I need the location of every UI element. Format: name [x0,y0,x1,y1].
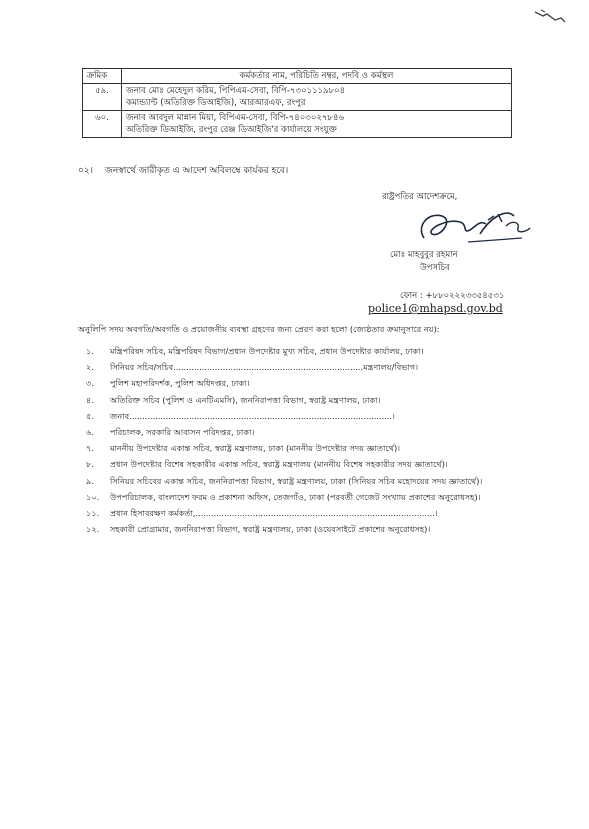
item-text: জনাব.....................................................................................................। [110,410,395,421]
item-text: সিনিয়র সচিবের একান্ত সচিব, জননিরাপত্তা বিভাগ, স্বরাষ্ট্র মন্ত্রণালয়, ঢাকা (সিনিয়র সচিব মহোদয়ের সদয় জ্ঞাতার্থে)। [110,475,483,486]
item-number: ৫. [86,410,94,421]
signatory-designation: উপসচিব [420,263,450,273]
list-item [78,346,523,362]
item-text: মন্ত্রিপরিষদ সচিব, মন্ত্রিপরিষদ বিভাগ/প্রধান উপদেষ্টার মুখ্য সচিব, প্রধান উপদেষ্টার কার্যালয়, ঢাকা। [110,346,424,356]
handwritten-mark-icon [533,8,567,24]
officer-name-line: জনাব মোঃ মেহেদুল করিম, পিপিএম-সেবা, বিপি-৭৩০১১১৯৮০৪ [126,86,346,96]
signatory-name: মোঃ মাহবুবুর রহমান [390,250,458,260]
item-text: প্রধান হিসাবরক্ষণ কর্মকর্তা,............................................................................................। [110,507,438,518]
clause-number: ০২। [78,166,93,176]
list-item [78,362,523,378]
officer-table [82,68,512,138]
officer-post-line: অতিরিক্ত ডিআইজি, রংপুর রেঞ্জ ডিআইজি'র কার্যালয়ে সংযুক্ত [126,125,337,135]
item-number: ৮. [86,459,94,470]
officer-details-header: কর্মকর্তার নাম, পরিচিতি নম্বর, পদবি ও কর্মস্থল [122,69,512,84]
list-item [78,411,523,427]
item-text: প্রধান উপদেষ্টার বিশেষ সহকারীর একান্ত সচিব, স্বরাষ্ট্র মন্ত্রণালয় (মাননীয় বিশেষ সহকারীর সদয় জ্ঞাতার্থে)। [110,459,448,470]
item-number: ৬. [86,426,94,437]
item-number: ৩. [86,378,94,389]
table-row [83,111,512,138]
list-item [78,443,523,459]
clause-02 [78,163,288,178]
item-text: অতিরিক্ত সচিব (পুলিশ ও এনটিএমসি), জননিরাপত্তা বিভাগ, স্বরাষ্ট্র মন্ত্রণালয়, ঢাকা। [110,394,381,405]
handwritten-signature-icon [410,198,540,250]
item-text: সিনিয়র সচিব/সচিব.........................................................................মন্ত্রণালয়/বিভাগ। [110,362,419,373]
list-item [78,459,523,475]
order-line: রাষ্ট্রপতির আদেশক্রমে, [382,192,458,202]
list-item [78,524,523,540]
table-row [83,84,512,111]
item-number: ১১. [86,507,100,518]
table-header-row [83,69,512,84]
officer-details [122,84,512,111]
serial-header: ক্রমিক [83,69,122,84]
copy-recipient-list [78,346,523,540]
item-number: ২. [86,362,94,373]
officer-post-line: কমান্ড্যান্ট (অতিরিক্ত ডিআইজি), আরআরএফ, রংপুর [126,98,306,108]
list-item [78,378,523,394]
clause-text: জনস্বার্থে জারীকৃত এ আদেশ অবিলম্বে কার্যকর হবে। [104,166,289,176]
officer-details [122,111,512,138]
officer-name-line: জনাব আবদুল মান্নান মিয়া, বিপিএম-সেবা, বিপি-৭৪০৩০২৭৮৪৬ [126,113,344,123]
list-item [78,395,523,411]
list-item [78,476,523,492]
signatory-phone: ফোন : +৮৮০২২২৩৩৫৪৫৩১ [400,291,505,301]
row-serial: ৬০. [83,111,122,138]
item-number: ৯. [86,475,94,486]
item-text: মাননীয় উপদেষ্টার একান্ত সচিব, স্বরাষ্ট্র মন্ত্রণালয়, ঢাকা (মাননীয় উপদেষ্টার সদয় জ্ঞাতার্থে)। [110,443,401,454]
list-item [78,492,523,508]
item-text: উপপরিচালক, বাংলাদেশ ফরম ও প্রকাশনা অফিস, তেজগাঁও, ঢাকা (পরবর্তী গেজেট সংখ্যায় প্রকাশের অনুরোধসহ)। [110,491,481,502]
item-number: ১২. [86,524,100,535]
row-serial: ৫৯. [83,84,122,111]
item-text: পরিচালক, সরকারি আবাসন পরিদপ্তর, ঢাকা। [110,426,255,437]
item-number: ১. [86,346,94,356]
item-text: সহকারী প্রোগ্রামার, জননিরাপত্তা বিভাগ, স্বরাষ্ট্র মন্ত্রণালয়, ঢাকা (ওয়েবসাইটে প্রকাশের অনুরোধসহ)। [110,524,431,535]
item-number: ৭. [86,443,94,454]
list-item [78,508,523,524]
list-item [78,427,523,443]
copy-intro: অনুলিপি সদয় অবগতি/অবগতি ও প্রয়োজনীয় ব্যবস্থা গ্রহণের জন্য প্রেরণ করা হলো (জ্যেষ্ঠতার ক্রমানুসারে নয়): [78,324,440,334]
item-text: পুলিশ মহাপরিদর্শক, পুলিশ অধিদপ্তর, ঢাকা। [110,378,250,389]
item-number: ৪. [86,394,94,405]
item-number: ১০. [86,491,100,502]
signatory-email-link[interactable]: police1@mhapsd.gov.bd [368,302,503,315]
